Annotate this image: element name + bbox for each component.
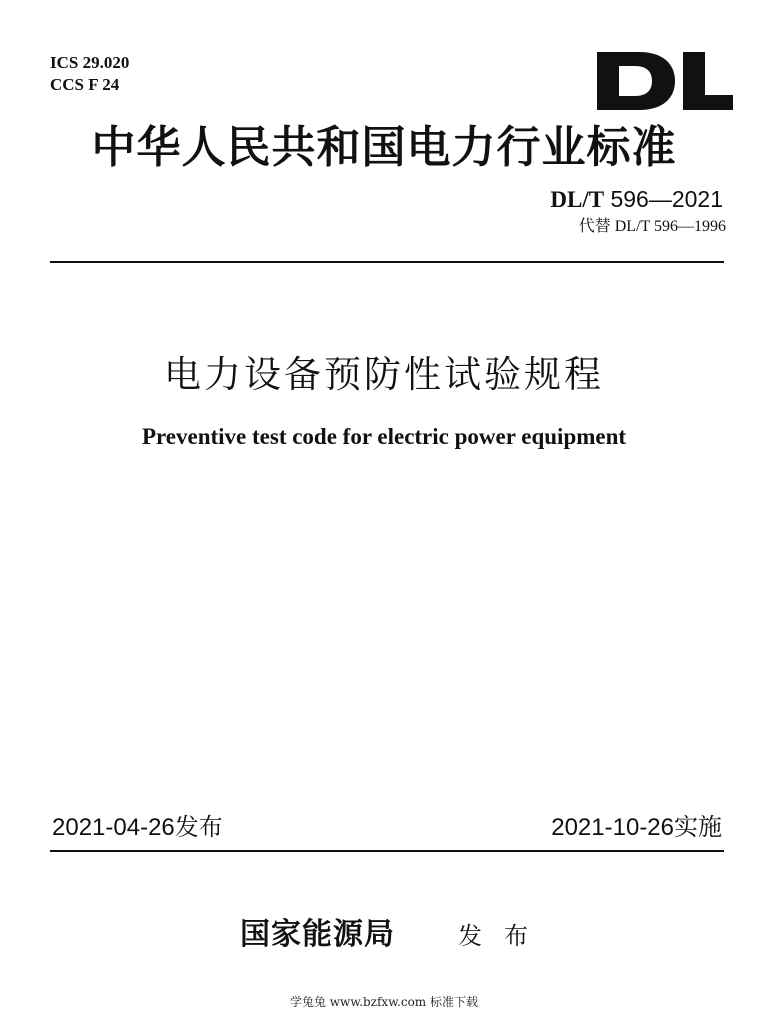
classification-codes [50, 52, 129, 96]
replaces-standard: 代替 DL/T 596—1996 [578, 218, 726, 235]
ics-code: ICS 29.020 [50, 53, 130, 72]
document-title-chinese: 电力设备预防性试验规程 [164, 353, 604, 396]
footer-watermark: 学兔兔 www.bzfxw.com 标准下载 [289, 995, 479, 1009]
effective-date: 2021-10-26实施 [551, 814, 722, 841]
document-title-english: Preventive test code for electric power equipment [141, 424, 627, 449]
standard-number-value: 596—2021 [610, 186, 723, 212]
standard-prefix: DL/T [550, 187, 605, 212]
issue-verb: 发布 [458, 922, 550, 950]
issuing-authority: 国家能源局 [240, 917, 395, 952]
standard-number [550, 184, 723, 215]
bottom-divider [50, 850, 724, 852]
dl-logo [595, 50, 735, 112]
top-divider [50, 261, 724, 263]
ccs-code: CCS F 24 [50, 75, 120, 94]
issue-date: 2021-04-26发布 [52, 814, 223, 841]
industry-standard-title: 中华人民共和国电力行业标准 [91, 122, 677, 173]
